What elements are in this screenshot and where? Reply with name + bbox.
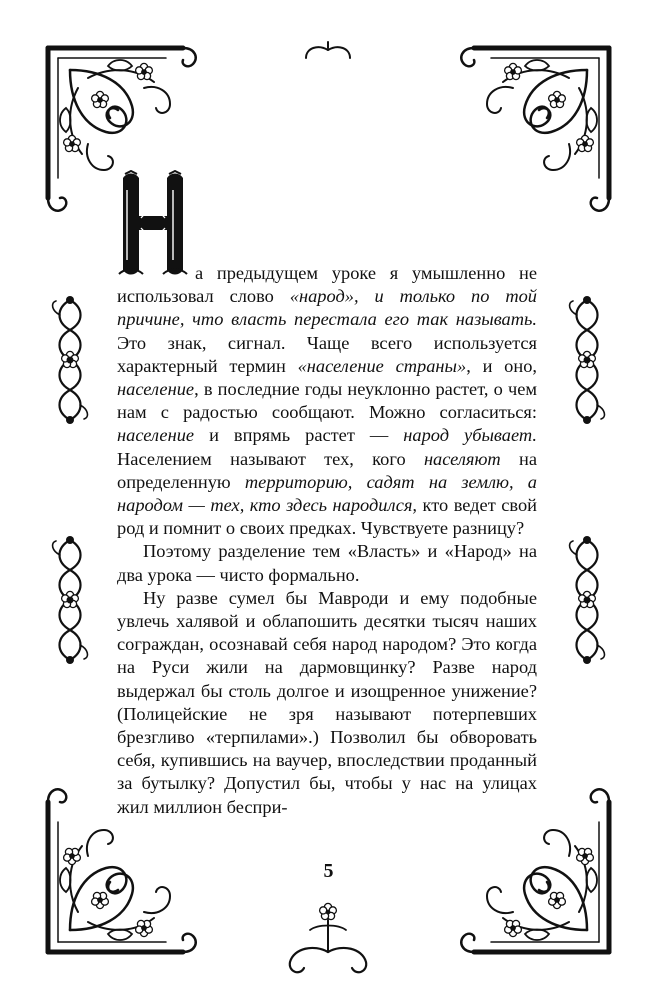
italic-run: территорию, садят на землю, а народом — тех, кто здесь народился, [117, 471, 537, 516]
text-run: Ну разве сумел бы Мавроди и ему подобные увлечь халявой и облапошить десятки тысяч наших сограждан, осознавай себя народ народом? Это когда на Руси жили на дармовщинку? Разве народ выдержал бы столь долгое и изощренное унижение? (Полицейские не зря называют потерпевших брезгливо «терпилами».) Позволил бы обворовать себя, купившись на ваучер, впоследствии проданный за бутылку? Допустил бы, чтобы у нас на улицах жил миллион беспри- [117, 587, 537, 817]
text-run: , и оно, [466, 355, 538, 376]
italic-run: население [117, 425, 195, 446]
text-run: , в последние годы неуклонно растет, о чем нам с радостью сообщают. Можно согласиться: [117, 379, 537, 423]
paragraph-1 [117, 262, 537, 540]
text-run: Населением называют тех, кого [117, 448, 424, 469]
paragraph-2 [117, 540, 537, 586]
text-run: Это знак, сигнал. Чаще всего используется характерный термин [117, 332, 537, 376]
body-text [117, 262, 537, 819]
italic-run: народ убывает. [403, 425, 537, 446]
italic-run: населяют [423, 448, 501, 469]
text-run: на определенную [117, 448, 537, 492]
text-run: а предыдущем уроке я умышленно не использовал слово [117, 263, 537, 307]
page-number: 5 [323, 860, 334, 882]
paragraph-3 [117, 587, 537, 819]
italic-run: «народ», и только по той причине, что власть перестала его так называть. [117, 286, 537, 330]
text-run: Поэтому разделение тем «Власть» и «Народ» на два урока — чисто формально. [117, 541, 537, 585]
text-run: кто ведет свой род и помнит о своих предках. Чувствуете разницу? [117, 495, 537, 539]
italic-run: население [117, 379, 195, 400]
italic-run: «население страны» [297, 355, 467, 376]
text-run: и впрямь растет — [194, 425, 404, 446]
